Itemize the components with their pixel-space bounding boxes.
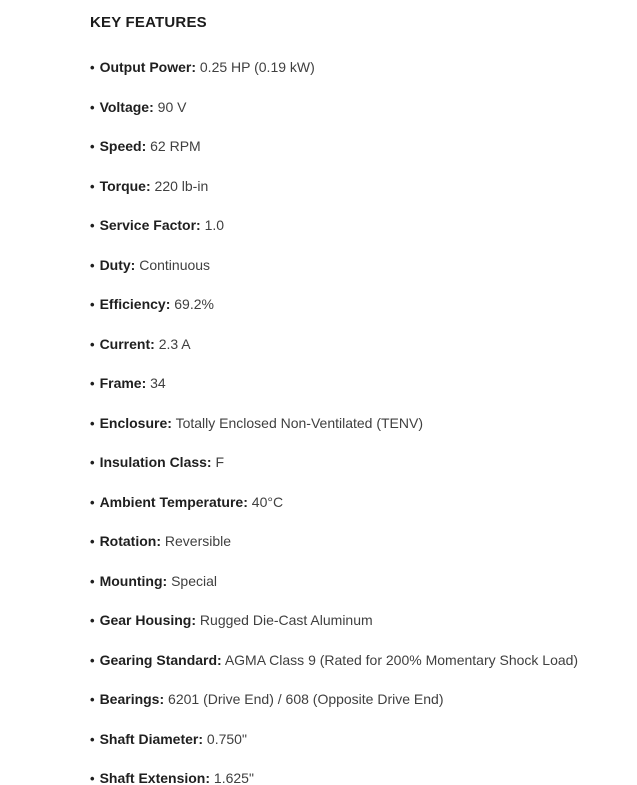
bullet-glyph: • [90, 218, 95, 233]
bullet-glyph: • [90, 573, 95, 589]
feature-label: Ambient Temperature: [99, 493, 248, 510]
bullet-glyph: • [90, 297, 95, 312]
feature-value: 0.750" [206, 730, 247, 747]
key-features-list [90, 58, 617, 785]
feature-value: 34 [150, 375, 166, 391]
feature-item [90, 137, 617, 157]
bullet-glyph: • [90, 731, 95, 747]
feature-item [90, 256, 617, 276]
feature-value: AGMA Class 9 (Rated for 200% Momentary Shock Load) [224, 651, 579, 668]
bullet-glyph: • [90, 178, 95, 194]
feature-value: 0.25 HP (0.19 kW) [199, 59, 315, 75]
feature-value: 1.625" [213, 770, 254, 785]
feature-item [90, 532, 617, 552]
feature-label: Rotation: [99, 533, 161, 549]
bullet-glyph: • [90, 139, 95, 154]
feature-item [90, 453, 617, 473]
feature-item [90, 295, 617, 315]
feature-item [90, 58, 617, 78]
feature-value: 69.2% [174, 296, 214, 312]
feature-label: Shaft Diameter: [99, 730, 204, 747]
feature-label: Gearing Standard: [99, 651, 222, 668]
bullet-glyph: • [90, 376, 95, 391]
feature-label: Shaft Extension: [99, 770, 211, 785]
feature-item [90, 414, 617, 434]
feature-value: 6201 (Drive End) / 608 (Opposite Drive End) [168, 691, 444, 707]
bullet-glyph: • [90, 494, 95, 510]
feature-label: Output Power: [99, 59, 196, 75]
feature-item [90, 335, 617, 355]
bullet-glyph: • [90, 455, 95, 470]
section-title: KEY FEATURES [90, 14, 207, 31]
feature-item [90, 572, 617, 592]
bullet-glyph: • [90, 336, 95, 352]
feature-value: 2.3 A [158, 335, 191, 352]
feature-label: Efficiency: [99, 296, 171, 312]
bullet-glyph: • [90, 415, 95, 431]
bullet-glyph: • [90, 534, 95, 549]
feature-label: Service Factor: [99, 217, 201, 233]
feature-item [90, 730, 617, 750]
feature-label: Frame: [99, 375, 147, 391]
feature-value: F [215, 454, 225, 470]
feature-value: Rugged Die-Cast Aluminum [199, 612, 373, 628]
feature-label: Bearings: [99, 691, 165, 707]
bullet-glyph: • [90, 613, 95, 628]
feature-item [90, 690, 617, 710]
feature-item [90, 177, 617, 197]
feature-item [90, 769, 617, 785]
feature-label: Insulation Class: [99, 454, 212, 470]
feature-value: 40°C [251, 493, 284, 510]
feature-value: 62 RPM [150, 138, 201, 154]
feature-item [90, 651, 617, 671]
bullet-glyph: • [90, 60, 95, 75]
feature-value: Reversible [164, 533, 232, 549]
feature-value: Special [171, 572, 218, 589]
feature-value: Continuous [139, 256, 211, 273]
feature-value: 90 V [157, 98, 187, 115]
feature-label: Duty: [99, 256, 136, 273]
feature-item [90, 98, 617, 118]
bullet-glyph: • [90, 692, 95, 707]
feature-label: Gear Housing: [99, 612, 197, 628]
feature-label: Voltage: [99, 98, 154, 115]
bullet-glyph: • [90, 652, 95, 668]
bullet-glyph: • [90, 99, 95, 115]
feature-label: Enclosure: [99, 414, 172, 431]
feature-label: Speed: [99, 138, 147, 154]
feature-value: 1.0 [204, 217, 225, 233]
feature-value: Totally Enclosed Non-Ventilated (TENV) [175, 414, 424, 431]
feature-item [90, 216, 617, 236]
feature-value: 220 lb-in [154, 177, 209, 194]
feature-item [90, 374, 617, 394]
feature-item [90, 493, 617, 513]
bullet-glyph: • [90, 771, 95, 785]
feature-label: Mounting: [99, 572, 168, 589]
feature-label: Current: [99, 335, 155, 352]
feature-label: Torque: [99, 177, 151, 194]
bullet-glyph: • [90, 257, 95, 273]
feature-item [90, 611, 617, 631]
